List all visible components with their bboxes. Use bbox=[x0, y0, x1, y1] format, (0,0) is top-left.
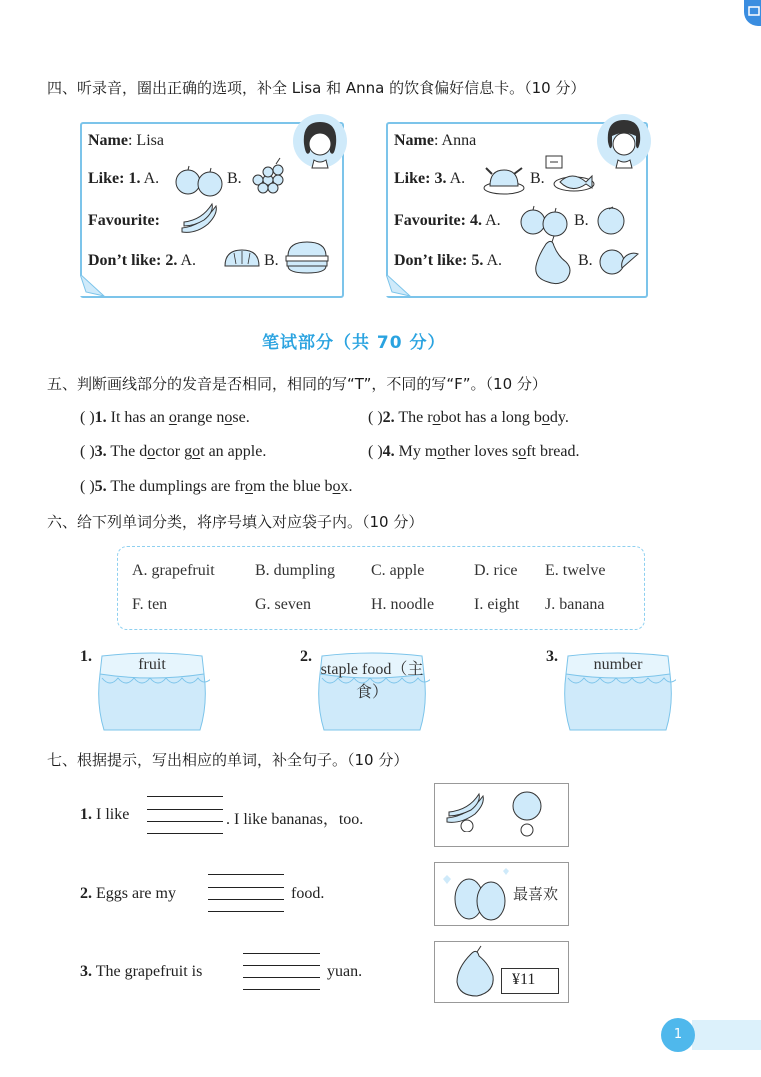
judge-item-3 bbox=[80, 443, 266, 461]
q-number: 3. bbox=[80, 963, 92, 980]
hint-picture-2 bbox=[434, 862, 569, 926]
word-option: B. dumpling bbox=[255, 562, 336, 579]
writing-line[interactable] bbox=[243, 977, 320, 978]
answer-bracket[interactable]: ( ) bbox=[80, 478, 95, 495]
sentence-text: se. bbox=[232, 409, 250, 426]
option-b: B. bbox=[574, 212, 589, 229]
writing-line[interactable] bbox=[243, 953, 320, 954]
underlined-letter: o bbox=[192, 443, 201, 460]
fish-dish-icon bbox=[540, 154, 600, 194]
judge-item-4 bbox=[368, 443, 580, 461]
lisa-info-card bbox=[80, 122, 344, 298]
q-after: . I like bananas，too. bbox=[226, 811, 364, 828]
bag-number: 3. bbox=[546, 648, 558, 665]
word-option: G. seven bbox=[255, 596, 311, 613]
item-number: 1. bbox=[94, 409, 107, 426]
lisa-name-row bbox=[88, 132, 164, 150]
lisa-favourite-row bbox=[88, 212, 160, 230]
hamburger-icon bbox=[282, 240, 332, 276]
sentence-text: The r bbox=[394, 409, 433, 426]
anna-like-row bbox=[394, 170, 465, 188]
writing-line[interactable] bbox=[147, 796, 223, 797]
answer-bracket[interactable]: ( ) bbox=[368, 409, 383, 426]
sentence-text: It has an bbox=[106, 409, 169, 426]
q-before: I like bbox=[92, 806, 130, 823]
option-a: A. bbox=[143, 170, 160, 187]
sentence-text: range n bbox=[176, 409, 225, 426]
word-option: A. grapefruit bbox=[132, 562, 215, 579]
answer-bracket[interactable]: ( ) bbox=[80, 409, 95, 426]
q-before: Eggs are my bbox=[92, 885, 176, 902]
like-label: Like: 3. bbox=[394, 170, 447, 187]
option-a: A. bbox=[180, 252, 197, 269]
name-label: Name bbox=[394, 132, 434, 149]
sentence-text: ft bread. bbox=[526, 443, 580, 460]
lisa-like-row bbox=[88, 170, 159, 188]
pear-icon bbox=[528, 236, 578, 288]
dont-like-label: Don’t like: 2. bbox=[88, 252, 178, 269]
sentence-text: m the blue b bbox=[253, 478, 333, 495]
price-text: ¥11 bbox=[512, 971, 536, 988]
anna-info-card bbox=[386, 122, 648, 298]
page-number-badge bbox=[661, 1018, 695, 1052]
sentence-text: My m bbox=[394, 443, 438, 460]
writing-line[interactable] bbox=[147, 821, 223, 822]
q-after: yuan. bbox=[327, 963, 363, 980]
word-option: D. rice bbox=[474, 562, 518, 579]
anna-avatar bbox=[596, 112, 652, 170]
sentence-text: t an apple. bbox=[200, 443, 267, 460]
grapes-icon bbox=[246, 156, 290, 196]
writing-line[interactable] bbox=[208, 899, 284, 900]
favourite-label: Favourite: bbox=[88, 212, 160, 229]
banana-icon bbox=[178, 200, 224, 236]
lisa-avatar bbox=[292, 112, 348, 170]
orange-icon bbox=[594, 204, 628, 236]
anna-name-row bbox=[394, 132, 476, 150]
corner-badge bbox=[744, 0, 761, 26]
item-number: 5. bbox=[94, 478, 107, 495]
name-value: : Anna bbox=[433, 132, 477, 149]
roast-chicken-icon bbox=[482, 162, 526, 196]
writing-line[interactable] bbox=[208, 911, 284, 912]
name-label: Name bbox=[88, 132, 128, 149]
q-number: 2. bbox=[80, 885, 92, 902]
bag-number: 1. bbox=[80, 648, 92, 665]
favourite-hint-text: 最喜欢 bbox=[513, 885, 559, 903]
bread-icon bbox=[222, 244, 262, 274]
writing-line[interactable] bbox=[243, 989, 320, 990]
section-5-heading: 五、判断画线部分的发音是否相同，相同的写“T”，不同的写“F”。（10 分） bbox=[47, 375, 547, 393]
bag-number: 2. bbox=[300, 648, 312, 665]
underlined-letter: o bbox=[168, 409, 177, 426]
word-option: J. banana bbox=[545, 596, 605, 613]
orange-icon bbox=[509, 788, 549, 838]
apple-icon bbox=[518, 204, 572, 238]
screen-icon bbox=[748, 6, 761, 18]
sentence-text: ctor g bbox=[155, 443, 193, 460]
page-curl bbox=[386, 274, 412, 296]
q7-2 bbox=[80, 885, 176, 903]
grapefruit-icon bbox=[449, 944, 501, 1000]
page-number-bar bbox=[692, 1020, 761, 1050]
writing-line[interactable] bbox=[243, 965, 320, 966]
option-a: A. bbox=[449, 170, 466, 187]
anna-favourite-row bbox=[394, 212, 501, 230]
anna-dont-like-row bbox=[394, 252, 502, 270]
grapefruit-icon bbox=[596, 246, 642, 276]
underlined-letter: o bbox=[245, 478, 253, 495]
section-4-heading: 四、听录音，圈出正确的选项，补全 Lisa 和 Anna 的饮食偏好信息卡。（10 分） bbox=[47, 79, 586, 97]
option-b: B. bbox=[264, 252, 279, 269]
option-a: A. bbox=[486, 252, 503, 269]
sentence-text: ther loves s bbox=[445, 443, 519, 460]
bag-label: fruit bbox=[138, 656, 166, 673]
underlined-letter: o bbox=[437, 443, 446, 460]
apple-icon bbox=[174, 164, 226, 198]
q7-3 bbox=[80, 963, 202, 981]
writing-line[interactable] bbox=[147, 809, 223, 810]
sentence-text: x. bbox=[340, 478, 353, 495]
underlined-letter: o bbox=[518, 443, 527, 460]
writing-line[interactable] bbox=[208, 887, 284, 888]
bag-label: number bbox=[593, 656, 643, 673]
writing-line[interactable] bbox=[147, 833, 223, 834]
sentence-text: dy. bbox=[549, 409, 569, 426]
bag-label: staple food（主食） bbox=[320, 661, 424, 701]
answer-bracket[interactable]: ( ) bbox=[80, 443, 95, 460]
name-value: : Lisa bbox=[127, 132, 164, 149]
sentence-text: The dumplings are fr bbox=[106, 478, 245, 495]
word-option: I. eight bbox=[474, 596, 520, 613]
written-part-title: 笔试部分（共 70 分） bbox=[262, 333, 446, 353]
answer-bracket[interactable]: ( ) bbox=[368, 443, 383, 460]
option-a: A. bbox=[485, 212, 501, 229]
word-option: F. ten bbox=[132, 596, 168, 613]
q-after: food. bbox=[291, 885, 325, 902]
section-6-heading: 六、给下列单词分类，将序号填入对应袋子内。（10 分） bbox=[47, 513, 424, 531]
word-option: C. apple bbox=[371, 562, 425, 579]
hint-picture-3 bbox=[434, 941, 569, 1003]
word-option: H. noodle bbox=[371, 596, 435, 613]
section-7-heading: 七、根据提示，写出相应的单词，补全句子。（10 分） bbox=[47, 751, 409, 769]
writing-line[interactable] bbox=[208, 874, 284, 875]
hint-picture-1 bbox=[434, 783, 569, 847]
q-number: 1. bbox=[80, 806, 92, 823]
eggs-icon bbox=[439, 865, 519, 925]
banana-icon bbox=[443, 788, 493, 832]
like-label: Like: 1. bbox=[88, 170, 141, 187]
item-number: 2. bbox=[382, 409, 395, 426]
item-number: 3. bbox=[94, 443, 107, 460]
underlined-letter: o bbox=[541, 409, 550, 426]
word-bank bbox=[117, 546, 645, 630]
option-b: B. bbox=[530, 170, 545, 187]
lisa-dont-like-row bbox=[88, 252, 196, 270]
page-curl bbox=[80, 274, 106, 296]
page-number: 1 bbox=[673, 1027, 683, 1042]
q-before: The grapefruit is bbox=[92, 963, 203, 980]
sentence-text: bot has a long b bbox=[440, 409, 542, 426]
word-option: E. twelve bbox=[545, 562, 606, 579]
underlined-letter: o bbox=[147, 443, 156, 460]
price-tag bbox=[501, 968, 559, 994]
underlined-letter: o bbox=[332, 478, 341, 495]
favourite-label: Favourite: 4. bbox=[394, 212, 482, 229]
dont-like-label: Don’t like: 5. bbox=[394, 252, 484, 269]
judge-item-5 bbox=[80, 478, 353, 496]
underlined-letter: o bbox=[432, 409, 441, 426]
judge-item-1 bbox=[80, 409, 250, 427]
option-b: B. bbox=[227, 170, 242, 187]
q7-1 bbox=[80, 806, 129, 824]
option-b: B. bbox=[578, 252, 593, 269]
judge-item-2 bbox=[368, 409, 569, 427]
item-number: 4. bbox=[382, 443, 395, 460]
underlined-letter: o bbox=[224, 409, 233, 426]
sentence-text: The d bbox=[106, 443, 148, 460]
